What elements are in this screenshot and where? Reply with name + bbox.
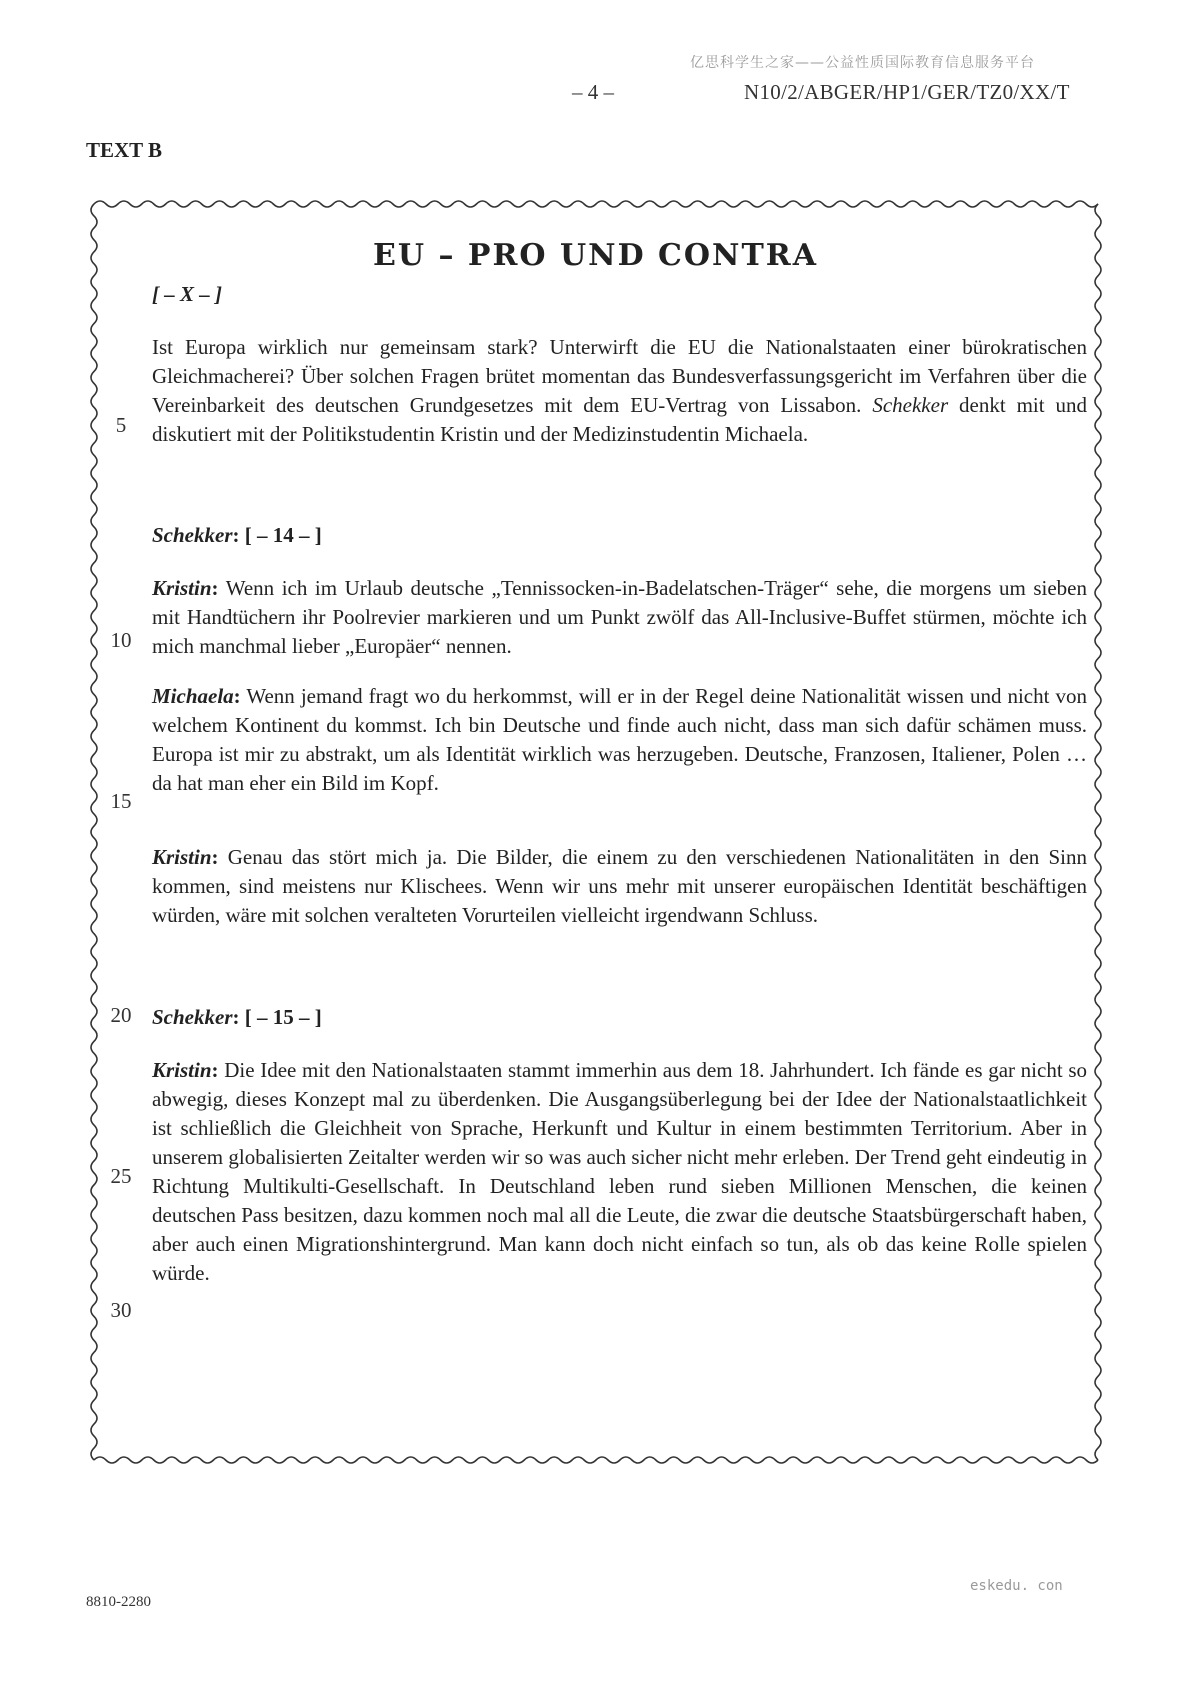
border-left bbox=[91, 204, 97, 1460]
answer-text: Genau das stört mich ja. Die Bilder, die einem zu den verschiedenen Nationalitäten in den Sinn kommen, sind meistens nur Klischees. Wenn wir uns mehr mit unserer europäischen Identität beschäftigen würden, wäre mit solchen veralteten Vorurteilen vielleicht irgendwann Schluss. bbox=[152, 845, 1088, 927]
line-number-10: 10 bbox=[110, 628, 132, 652]
footer-code: 8810-2280 bbox=[86, 1594, 151, 1610]
intro-text-2: denkt mit und diskutiert mit der Politikstudentin Kristin und der Medizinstudentin Michaela. bbox=[152, 393, 1087, 446]
speaker-name: Kristin bbox=[152, 1058, 212, 1082]
line-number-30: 30 bbox=[110, 1298, 132, 1322]
intro-paragraph bbox=[152, 333, 1087, 449]
intro-text-1: Ist Europa wirklich nur gemeinsam stark? Unterwirft die EU die Nationalstaaten einer bürokratischen Gleichmacherei? Über solchen Fragen brütet momentan das Bundesverfassungsgericht im Verfahren über die Vereinbarkeit des deutschen Grundgesetzes mit dem EU-Vertrag von Lissabon. bbox=[152, 335, 1087, 417]
answer-text: Wenn jemand fragt wo du herkommst, will er in der Regel deine Nationalität wissen und nicht von welchem Kontinent du kommst. Ich bin Deutsche und finde auch nicht, dass man sich dafür schämen muss. Europa ist mir zu abstrakt, um als Identität wirklich was herzugeben. Deutsche, Franzosen, Italiener, Polen … da hat man eher ein Bild im Kopf. bbox=[152, 684, 1087, 795]
kristin-answer-2: Kristin: Genau das stört mich ja. Die Bilder, die einem zu den verschiedenen Nationalitäten in den Sinn kommen, sind meistens nur Klischees. Wenn wir uns mehr mit unserer europäischen Identität beschäftigen würden, wäre mit solchen veralteten Vorurteilen vielleicht irgendwann Schluss. bbox=[152, 845, 1088, 927]
blank-marker-x: [ – X – ] bbox=[152, 282, 222, 306]
line-number-20: 20 bbox=[110, 1003, 132, 1027]
border-top bbox=[94, 201, 1098, 207]
page-number: – 4 – bbox=[572, 80, 614, 104]
kristin-answer-1: Kristin: Wenn ich im Urlaub deutsche „Tennissocken-in-Badelatschen-Träger“ sehe, die morgens um sieben mit Handtüchern ihr Poolrevier markieren und um Punkt zwölf das All-Inclusive-Buffet stürmen, möchte ich mich manchmal lieber „Europäer“ nennen. bbox=[152, 576, 1087, 658]
article-title: EU – PRO UND CONTRA bbox=[373, 238, 818, 273]
blank-marker-15: [ – 15 – ] bbox=[244, 1005, 322, 1029]
watermark-text: 亿思科学生之家——公益性质国际教育信息服务平台 bbox=[690, 55, 1035, 71]
speaker-name: Kristin bbox=[152, 845, 212, 869]
speaker-name: Kristin bbox=[152, 576, 212, 600]
document-code: N10/2/ABGER/HP1/GER/TZ0/XX/T bbox=[744, 80, 1070, 104]
kristin-answer-3: Kristin: Die Idee mit den Nationalstaaten stammt immerhin aus dem 18. Jahrhundert. Ich fände es gar nicht so abwegig, dieses Konzept mal zu überdenken. Die Ausgangsüberlegung bei der Idee der Nationalstaatlichkeit ist schließlich die Gleichheit von Sprache, Herkunft und Kultur in einem bestimmten Territorium. Aber in unserem globalisierten Zeitalter werden wir so was auch sicher nicht mehr erleben. Der Trend geht eindeutig in Richtung Multikulti-Gesellschaft. In Deutschland leben rund sieben Millionen Menschen, die keinen deutschen Pass besitzen, dazu kommen noch mal all die Leute, die zwar die deutsche Staatsbürgerschaft haben, aber auch einen Migrationshintergrund. Man kann doch nicht einfach so tun, als ob das keine Rolle spielen würde. bbox=[152, 1058, 1088, 1285]
line-number-15: 15 bbox=[110, 789, 132, 813]
footer-site: eskedu. con bbox=[970, 1578, 1063, 1594]
question-15: Schekker: [ – 15 – ] bbox=[152, 1005, 322, 1029]
speaker-name: Schekker bbox=[152, 523, 233, 547]
border-right bbox=[1095, 204, 1101, 1460]
line-number-5: 5 bbox=[115, 413, 127, 437]
line-number-25: 25 bbox=[110, 1164, 132, 1188]
question-14: Schekker: [ – 14 – ] bbox=[152, 523, 322, 547]
border-bottom bbox=[94, 1457, 1098, 1463]
blank-marker-14: [ – 14 – ] bbox=[244, 523, 322, 547]
answer-text: Die Idee mit den Nationalstaaten stammt immerhin aus dem 18. Jahrhundert. Ich fände es gar nicht so abwegig, dieses Konzept mal zu überdenken. Die Ausgangsüberlegung bei der Idee der Nationalstaatlichkeit ist schließlich die Gleichheit von Sprache, Herkunft und Kultur in einem bestimmten Territorium. Aber in unserem globalisierten Zeitalter werden wir so was auch sicher nicht mehr erleben. Der Trend geht eindeutig in Richtung Multikulti-Gesellschaft. In Deutschland leben rund sieben Millionen Menschen, die keinen deutschen Pass besitzen, dazu kommen noch mal all die Leute, die zwar die deutsche Staatsbürgerschaft haben, aber auch einen Migrationshintergrund. Man kann doch nicht einfach so tun, als ob das keine Rolle spielen würde. bbox=[152, 1058, 1088, 1285]
answer-text: Wenn ich im Urlaub deutsche „Tennissocken-in-Badelatschen-Träger“ sehe, die morgens um sieben mit Handtüchern ihr Poolrevier markieren und um Punkt zwölf das All-Inclusive-Buffet stürmen, möchte ich mich manchmal lieber „Europäer“ nennen. bbox=[152, 576, 1087, 658]
section-label: TEXT B bbox=[86, 138, 163, 162]
michaela-answer-1: Michaela: Wenn jemand fragt wo du herkommst, will er in der Regel deine Nationalität wissen und nicht von welchem Kontinent du kommst. Ich bin Deutsche und finde auch nicht, dass man sich dafür schämen muss. Europa ist mir zu abstrakt, um als Identität wirklich was herzugeben. Deutsche, Franzosen, Italiener, Polen … da hat man eher ein Bild im Kopf. bbox=[152, 684, 1087, 795]
speaker-name: Schekker bbox=[152, 1005, 233, 1029]
speaker-name: Michaela bbox=[152, 684, 234, 708]
magazine-name: Schekker bbox=[872, 393, 949, 417]
